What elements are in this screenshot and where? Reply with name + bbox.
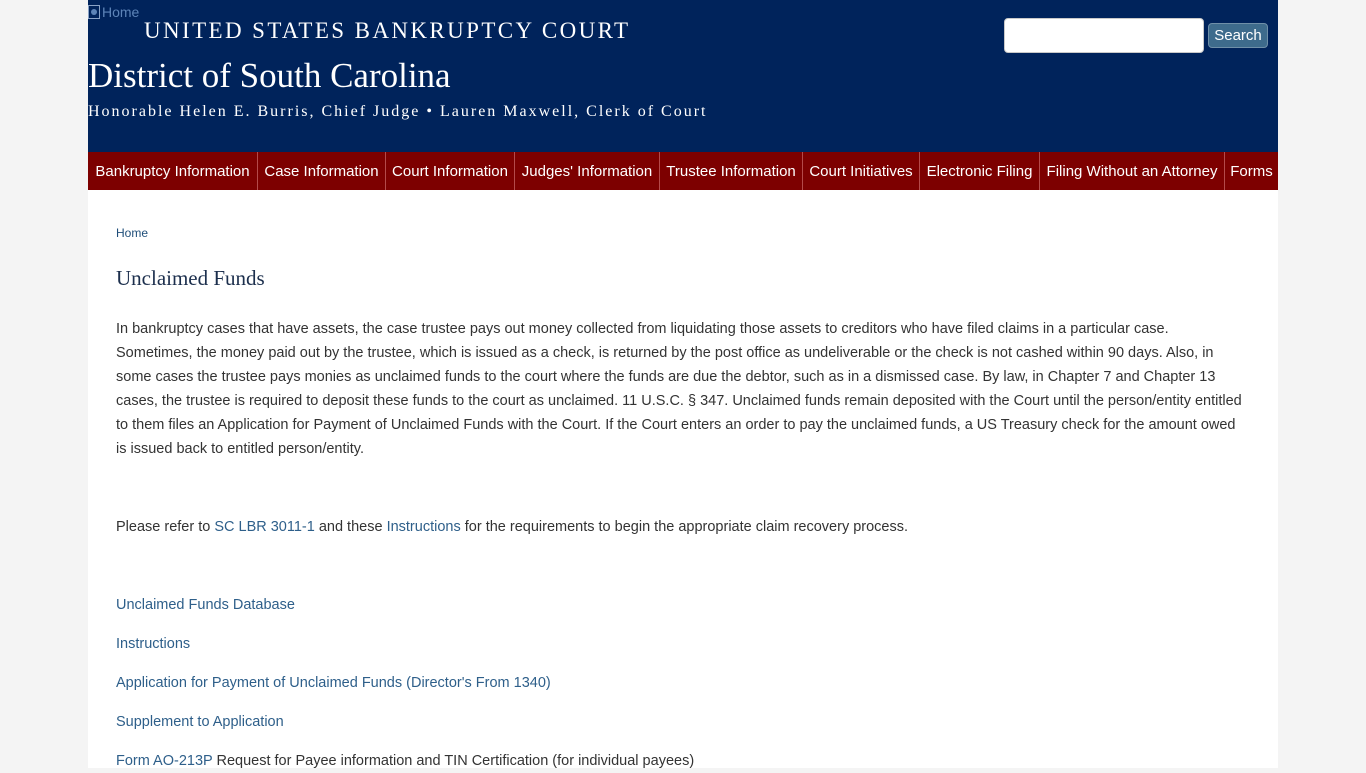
intro-paragraph: In bankruptcy cases that have assets, the case trustee pays out money collected from liquidating those assets to creditors who have filed claims in a particular case. Sometimes, the money paid out by the trustee, which is issued as a check, is returned by the post office as undeliverable or the check is not cashed within 90 days. Also, in some cases the trustee pays monies as unclaimed funds to the court where the funds are due the debtor, such as in a dismissed case. By law, in Chapter 7 and Chapter 13 cases, the trustee is required to deposit these funds to the court as unclaimed. 11 U.S.C. § 347. Unclaimed funds remain deposited with the Court until the person/entity entitled to them files an Application for Payment of Unclaimed Funds with the Court. If the Court enters an order to pay the unclaimed funds, a US Treasury check for the amount owed is issued back to entitled person/entity. xyxy=(116,321,1242,457)
nav-bankruptcy-information[interactable]: Bankruptcy Information xyxy=(95,162,250,180)
main-nav xyxy=(88,152,1278,190)
nav-court-information[interactable]: Court Information xyxy=(385,152,514,190)
nav-trustee-information[interactable]: Trustee Information xyxy=(659,152,802,190)
broken-image-icon xyxy=(88,5,100,19)
form-ao-213p-link[interactable]: Form AO-213P xyxy=(116,753,213,769)
instructions-inline-link[interactable]: Instructions xyxy=(386,519,461,535)
nav-forms[interactable]: Forms xyxy=(1224,152,1278,190)
form-ao-row xyxy=(116,749,694,773)
sc-lbr-link[interactable]: SC LBR 3011-1 xyxy=(214,519,315,535)
unclaimed-funds-database-link[interactable]: Unclaimed Funds Database xyxy=(116,597,295,613)
page-container xyxy=(88,0,1278,768)
site-header xyxy=(88,0,1278,152)
nav-filing-without-attorney[interactable]: Filing Without an Attorney xyxy=(1039,152,1224,190)
search-input[interactable] xyxy=(1004,18,1204,53)
nav-electronic-filing[interactable]: Electronic Filing xyxy=(919,152,1039,190)
home-logo-link[interactable] xyxy=(88,3,139,21)
nav-case-information[interactable]: Case Information xyxy=(257,152,385,190)
supplement-link[interactable]: Supplement to Application xyxy=(116,714,284,730)
page-title: Unclaimed Funds xyxy=(116,266,265,290)
district-title: District of South Carolina xyxy=(88,56,451,95)
search-button[interactable]: Search xyxy=(1208,23,1268,48)
nav-court-initiatives[interactable]: Court Initiatives xyxy=(802,152,919,190)
refer-suffix: for the requirements to begin the appropriate claim recovery process. xyxy=(460,519,909,535)
refer-prefix: Please refer to xyxy=(116,519,215,535)
home-image-alt-text: Home xyxy=(102,4,140,20)
application-link[interactable]: Application for Payment of Unclaimed Funds (Director's From 1340) xyxy=(116,675,551,691)
form-ao-description: Request for Payee information and TIN Certification (for individual payees) xyxy=(212,753,695,769)
court-name: UNITED STATES BANKRUPTCY COURT xyxy=(144,18,631,43)
refer-paragraph xyxy=(116,515,908,539)
nav-judges-information[interactable]: Judges' Information xyxy=(514,152,659,190)
refer-middle: and these xyxy=(314,519,387,535)
breadcrumb-home[interactable]: Home xyxy=(116,226,149,240)
judges-line: Honorable Helen E. Burris, Chief Judge • Lauren Maxwell, Clerk of Court xyxy=(88,103,708,120)
instructions-link[interactable]: Instructions xyxy=(116,636,191,652)
